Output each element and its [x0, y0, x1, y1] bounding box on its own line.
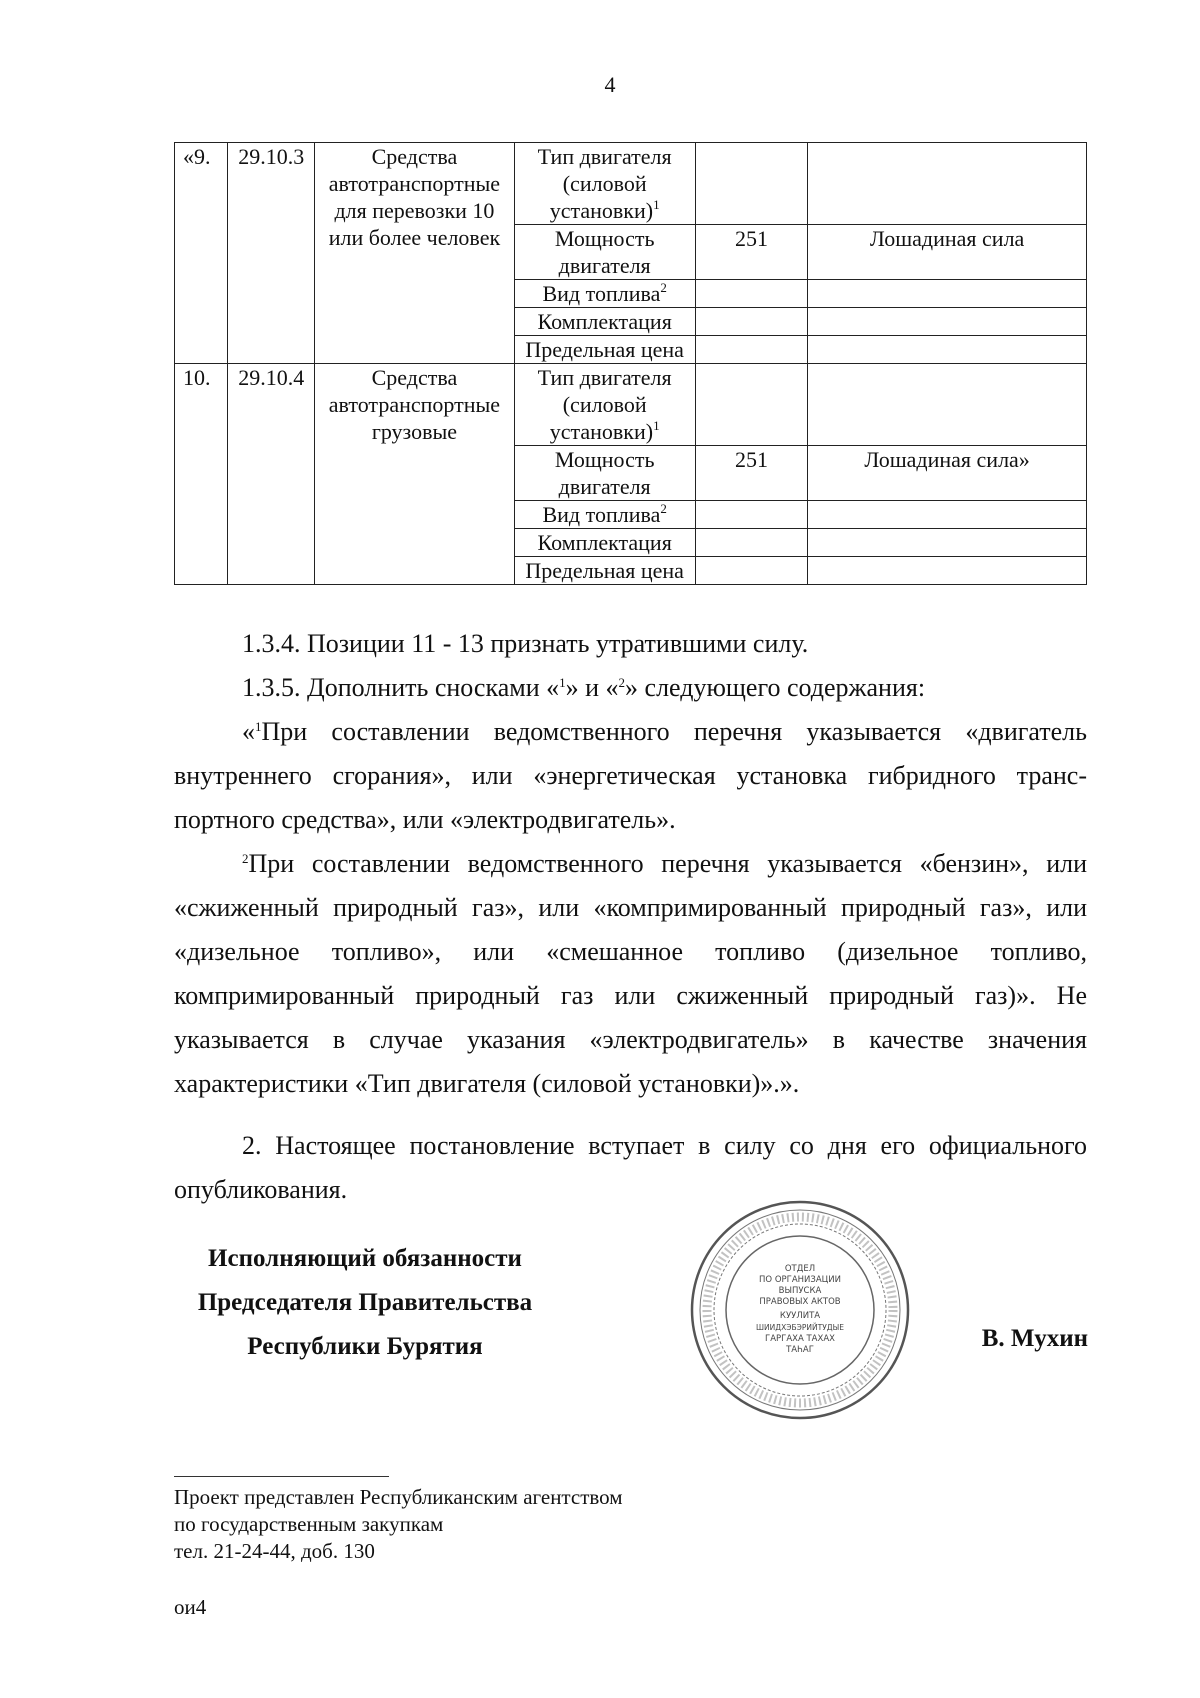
svg-text:ПРАВОВЫХ АКТОВ: ПРАВОВЫХ АКТОВ — [759, 1297, 841, 1307]
svg-text:КУУЛИТА: КУУЛИТА — [779, 1311, 821, 1321]
body-text — [174, 622, 1087, 1212]
row-number: «9. — [175, 143, 228, 364]
table-row — [175, 143, 1087, 225]
characteristic-unit — [808, 336, 1087, 364]
characteristic-value: 251 — [695, 225, 807, 280]
svg-text:ОТДЕЛ: ОТДЕЛ — [784, 1264, 816, 1274]
characteristic-label: Тип двигателя (силовой установки)$^1$ — [514, 143, 695, 225]
okpd-code: 29.10.4 — [228, 364, 315, 585]
okpd-code: 29.10.3 — [228, 143, 315, 364]
specification-table — [174, 142, 1087, 585]
document-code: ои4 — [174, 1595, 207, 1619]
svg-text:ПО ОРГАНИЗАЦИИ: ПО ОРГАНИЗАЦИИ — [759, 1275, 841, 1285]
characteristic-value — [695, 529, 807, 557]
paragraph-1-3-4: 1.3.4. Позиции 11 - 13 признать утратившими силу. — [242, 629, 809, 658]
official-seal — [688, 1198, 912, 1422]
svg-text:ШИИДХЭБЭРИЙТУДЫЕ: ШИИДХЭБЭРИЙТУДЫЕ — [756, 1323, 844, 1332]
project-footnote: Проект представлен Республиканским агентством по государственным закупкам тел. 21-24-44, доб. 130 — [174, 1485, 623, 1563]
characteristic-value — [695, 557, 807, 585]
characteristic-label: Мощность двигателя — [514, 446, 695, 501]
characteristic-value — [695, 143, 807, 225]
characteristic-label: Мощность двигателя — [514, 225, 695, 280]
characteristic-label: Комплектация — [514, 308, 695, 336]
signer-name: В. Мухин — [981, 1325, 1088, 1352]
characteristic-unit: Лошадиная сила — [808, 225, 1087, 280]
footnote-divider — [174, 1476, 389, 1477]
paragraph-1-3-5: 1.3.5. Дополнить сносками «$^1$» и «$^2$» следующего содержания: — [242, 673, 926, 702]
row-number: 10. — [175, 364, 228, 585]
footnote-1-text: «$^1$При составлении ведомственного перечня указывается «двигатель внутреннего сгорания», или «энергетическая установка гибридного транспортного средства», или «электродвигатель». — [174, 717, 1087, 834]
characteristic-unit — [808, 308, 1087, 336]
item-name: Средства автотранспортные грузовые — [315, 364, 514, 585]
table-row — [175, 364, 1087, 446]
characteristic-value — [695, 501, 807, 529]
characteristic-value — [695, 308, 807, 336]
characteristic-value — [695, 336, 807, 364]
characteristic-label: Вид топлива$^2$ — [514, 501, 695, 529]
signer-title: Исполняющий обязанности Председателя Правительства Республики Бурятия — [197, 1245, 533, 1360]
characteristic-value — [695, 280, 807, 308]
characteristic-label: Комплектация — [514, 529, 695, 557]
characteristic-unit — [808, 364, 1087, 446]
footnote-2-text: $^2$При составлении ведомственного перечня указывается «бензин», или «сжиженный природный газ», или «компримированный природный газ», или «дизельное топливо», или «смешанное топливо (дизельное топливо, компримированный природный газ или сжиженный природный газ)». Не указывается в случае указания «электродвигатель» в качестве значения характеристики «Тип двигателя (силовой установки)».». — [174, 849, 1087, 1098]
svg-text:ГАРГАХА ТАХАХ: ГАРГАХА ТАХАХ — [765, 1334, 835, 1344]
characteristic-label: Вид топлива$^2$ — [514, 280, 695, 308]
characteristic-value: 251 — [695, 446, 807, 501]
characteristic-unit — [808, 143, 1087, 225]
characteristic-unit — [808, 280, 1087, 308]
characteristic-label: Предельная цена — [514, 557, 695, 585]
paragraph-2: 2. Настоящее постановление вступает в силу со дня его официального опубликования. — [174, 1131, 1087, 1204]
svg-text:ВЫПУСКА: ВЫПУСКА — [778, 1286, 822, 1296]
item-name: Средства автотранспортные для перевозки 10 или более человек — [315, 143, 514, 364]
characteristic-label: Предельная цена — [514, 336, 695, 364]
characteristic-label: Тип двигателя (силовой установки)$^1$ — [514, 364, 695, 446]
characteristic-value — [695, 364, 807, 446]
characteristic-unit — [808, 529, 1087, 557]
characteristic-unit: Лошадиная сила» — [808, 446, 1087, 501]
characteristic-unit — [808, 557, 1087, 585]
page-number: 4 — [604, 72, 616, 97]
characteristic-unit — [808, 501, 1087, 529]
svg-text:ТАҺАГ: ТАҺАГ — [786, 1345, 814, 1355]
